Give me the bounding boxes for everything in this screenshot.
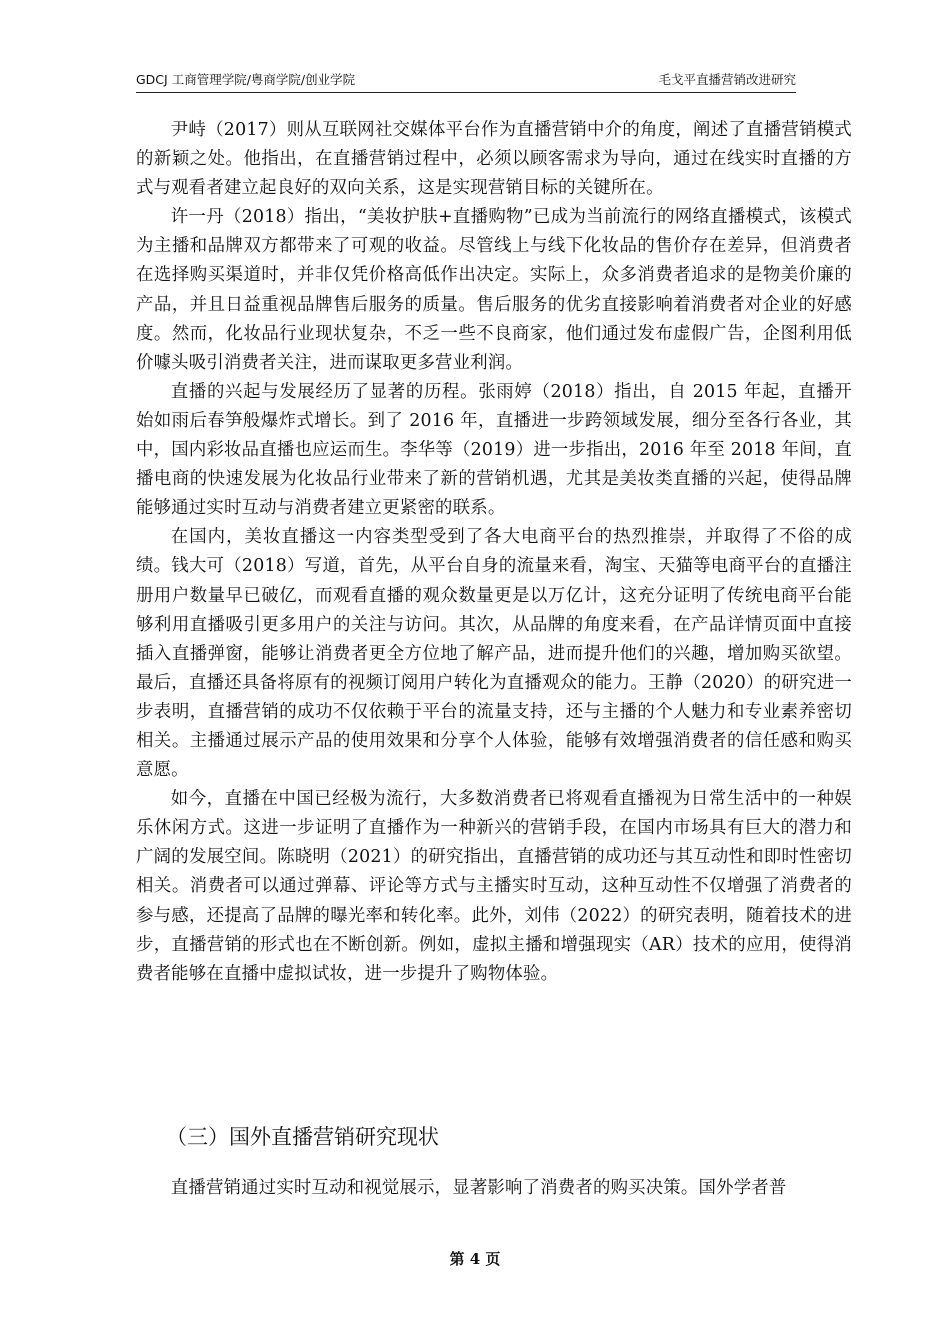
paragraph-zhang-yuting: 直播的兴起与发展经历了显著的历程。张雨婷（2018）指出，自 2015 年起，直播开始如雨后春笋般爆炸式增长。到了 2016 年，直播进一步跨领域发展，细分至各行各业，其中，国内彩妆品直播也应运而生。李华等（2019）进一步指出，2016 年至 2018 年间，直播电商的快速发展为化妆品行业带来了新的营销机遇，尤其是美妆类直播的兴起，使得品牌能够通过实时互动与消费者建立更紧密的联系。 — [136, 381, 852, 519]
header-institution: GDCJ 工商管理学院/粤商学院/创业学院 — [136, 72, 356, 87]
page-number: 第 4 页 — [449, 1250, 501, 1268]
header-thesis-title: 毛戈平直播营销改进研究 — [658, 72, 796, 87]
paragraph-yin-zhi: 尹峙（2017）则从互联网社交媒体平台作为直播营销中介的角度，阐述了直播营销模式的新颖之处。他指出，在直播营销过程中，必须以顾客需求为导向，通过在线实时直播的方式与观看者建立起良好的双向关系，这是实现营销目标的关键所在。 — [136, 120, 852, 199]
header-divider — [136, 92, 796, 93]
paragraph-qian-dake: 在国内，美妆直播这一内容类型受到了各大电商平台的热烈推崇，并取得了不俗的成绩。钱大可（2018）写道，首先，从平台自身的流量来看，淘宝、天猫等电商平台的直播注册用户数量早已破亿，而观看直播的观众数量更是以万亿计，这充分证明了传统电商平台能够利用直播吸引更多用户的关注与访问。其次，从品牌的角度来看，在产品详情页面中直接插入直播弹窗，能够让消费者更全方位地了解产品，进而提升他们的兴趣，增加购买欲望。最后，直播还具备将原有的视频订阅用户转化为直播观众的能力。王静（2020）的研究进一步表明，直播营销的成功不仅依赖于平台的流量支持，还与主播的个人魅力和专业素养密切相关。主播通过展示产品的使用效果和分享个人体验，能够有效增强消费者的信任感和购买意愿。 — [136, 527, 852, 781]
paragraph-xu-yidan: 许一丹（2018）指出，“美妆护肤+直播购物”已成为当前流行的网络直播模式，该模式为主播和品牌双方都带来了可观的收益。尽管线上与线下化妆品的售价存在差异，但消费者在选择购买渠道时，并非仅凭价格高低作出决定。实际上，众多消费者追求的是物美价廉的产品，并且日益重视品牌售后服务的质量。售后服务的优劣直接影响着消费者对企业的好感度。然而，化妆品行业现状复杂，不乏一些不良商家，他们通过发布虚假广告，企图利用低价噱头吸引消费者关注，进而谋取更多营业利润。 — [136, 207, 852, 373]
section-heading: （三）国外直播营销研究现状 — [166, 1125, 439, 1149]
paragraph-foreign-intro: 直播营销通过实时互动和视觉展示，显著影响了消费者的购买决策。国外学者普 — [170, 1178, 787, 1198]
body-text — [136, 116, 852, 989]
running-header — [136, 70, 796, 90]
section-body — [136, 1174, 852, 1203]
paragraph-chen-xiaoming: 如今，直播在中国已经极为流行，大多数消费者已将观看直播视为日常生活中的一种娱乐休闲方式。这进一步证明了直播作为一种新兴的营销手段，在国内市场具有巨大的潜力和广阔的发展空间。陈晓明（2021）的研究指出，直播营销的成功还与其互动性和即时性密切相关。消费者可以通过弹幕、评论等方式与主播实时互动，这种互动性不仅增强了消费者的参与感，还提高了品牌的曝光率和转化率。此外，刘伟（2022）的研究表明，随着技术的进步，直播营销的形式也在不断创新。例如，虚拟主播和增强现实（AR）技术的应用，使得消费者能够在直播中虚拟试妆，进一步提升了购物体验。 — [136, 789, 852, 984]
